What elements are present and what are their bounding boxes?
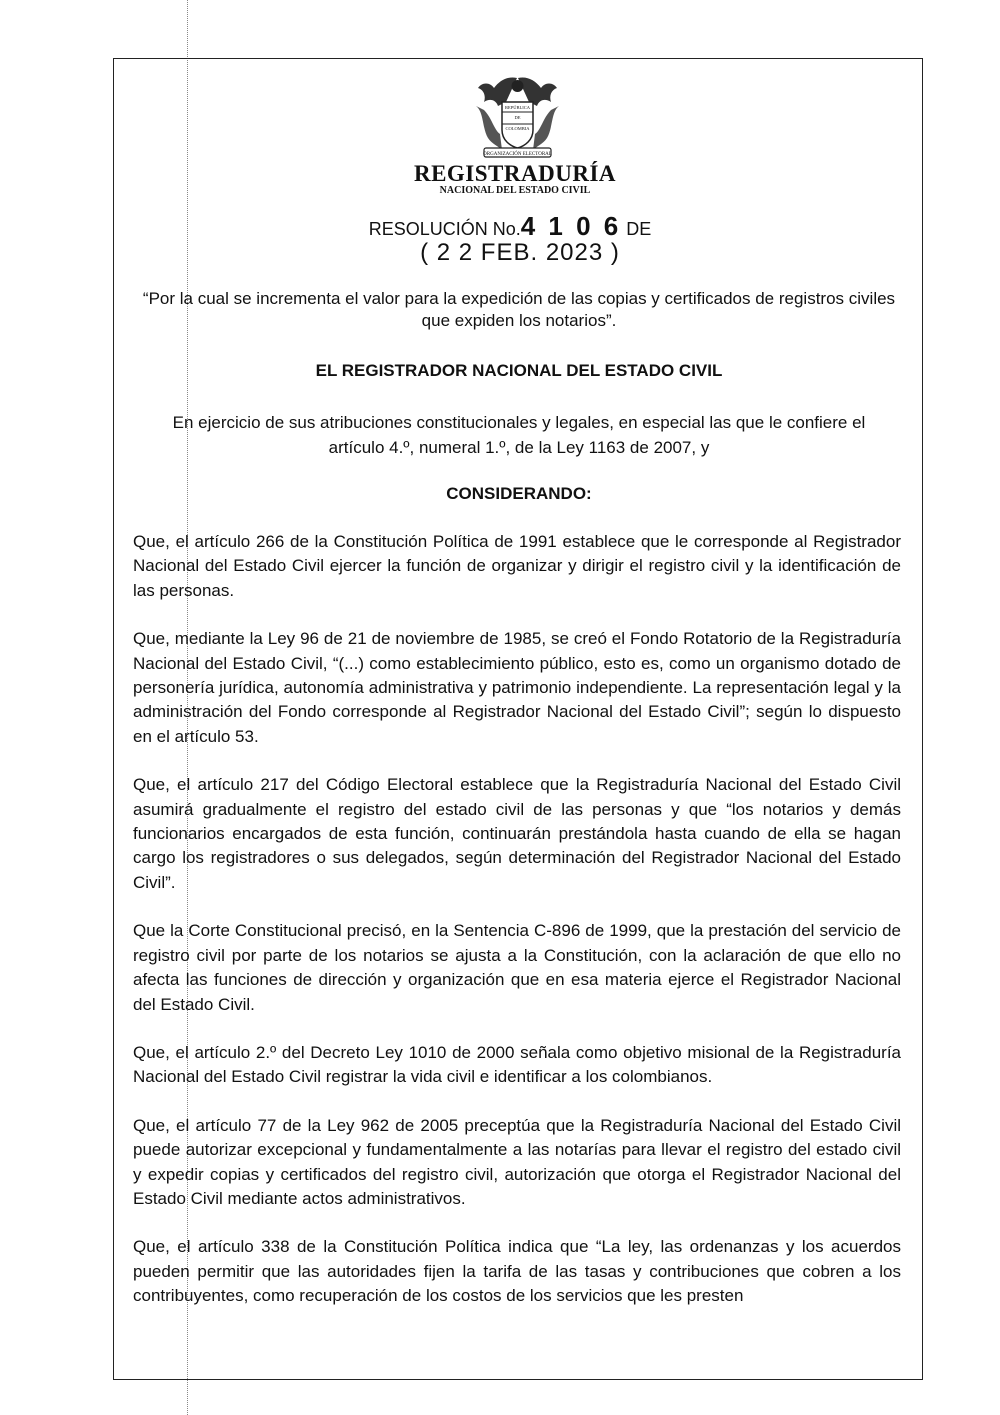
considering-paragraph: Que, el artículo 217 del Código Electoral establece que la Registraduría Nacional del Estado Civil asumirá gradualmente el registro del estado civil de las personas y que “los notarios y demás funcionarios encargados de esta función, continuarán prestándola hasta cuando de ella se hagan cargo los registradores o sus delegados, según determinación del Registrador Nacional del Estado Civil”. xyxy=(133,775,901,892)
considering-paragraph: Que, el artículo 266 de la Constitución Política de 1991 establece que le corresponde al Registrador Nacional del Estado Civil ejercer la función de organizar y dirigir el registro civil y la identificación de las personas. xyxy=(133,532,901,600)
considering-paragraph: Que, mediante la Ley 96 de 21 de noviembre de 1985, se creó el Fondo Rotatorio de la Registraduría Nacional del Estado Civil, “(...) como establecimiento público, esto es, como un organismo dotado de personería jurídica, autonomía administrativa y patrimonio independiente. La representación legal y la administración del Fondo corresponde al Registrador Nacional del Estado Civil”; según lo dispuesto en el artículo 53. xyxy=(133,629,901,746)
resolution-label: RESOLUCIÓN No. xyxy=(368,219,521,239)
coat-of-arms-seal-icon xyxy=(470,72,565,164)
considering-paragraph: Que la Corte Constitucional precisó, en la Sentencia C-896 de 1999, que la prestación del servicio de registro civil por parte de los notarios se ajusta a la Constitución, con la aclaración de que ello no afecta las funciones de dirección y organización que en esa materia ejerce el Registrador Nacional del Estado Civil. xyxy=(133,921,901,1014)
brand-title: REGISTRADURÍA xyxy=(413,161,617,186)
svg-text:DE: DE xyxy=(514,115,521,120)
preamble-paragraph: En ejercicio de sus atribuciones constitucionales y legales, en especial las que le confiere el artículo 4.º, numeral 1.º, de la Ley 1163 de 2007, y xyxy=(172,413,866,457)
considering-paragraph: Que, el artículo 338 de la Constitución Política indica que “La ley, las ordenanzas y los acuerdos pueden permitir que las autoridades fijen la tarifa de las tasas y contribuciones que cobren a los contribuyentes, como recuperación de los costos de los servicios que les presten xyxy=(133,1237,901,1306)
svg-text:REPÚBLICA: REPÚBLICA xyxy=(504,105,531,110)
considering-paragraph: Que, el artículo 2.º del Decreto Ley 1010 de 2000 señala como objetivo misional de la Registraduría Nacional del Estado Civil registrar la vida civil e identificar a los colombianos. xyxy=(133,1042,901,1087)
considering-paragraph: Que, el artículo 77 de la Ley 962 de 2005 preceptúa que la Registraduría Nacional del Estado Civil puede autorizar excepcional y fundamentalmente a las notarías para llevar el registro del estado civil y expedir copias y certificados del registro civil, autorización que otorga el Registrador Nacional del Estado Civil mediante actos administrativos. xyxy=(133,1115,901,1208)
resolution-number-line xyxy=(300,211,720,241)
resolution-date-stamp: ( 2 2 FEB. 2023 ) xyxy=(420,239,620,266)
issuing-authority-heading: EL REGISTRADOR NACIONAL DEL ESTADO CIVIL xyxy=(315,361,723,380)
resolution-subject: “Por la cual se incrementa el valor para la expedición de las copias y certificados de registros civiles que expiden los notarios”. xyxy=(142,289,896,330)
considering-heading: CONSIDERANDO: xyxy=(446,484,592,503)
resolution-suffix: DE xyxy=(626,219,652,239)
svg-text:COLOMBIA: COLOMBIA xyxy=(505,126,530,131)
considering-body xyxy=(133,530,901,1333)
svg-text:ORGANIZACIÓN ELECTORAL: ORGANIZACIÓN ELECTORAL xyxy=(483,152,552,157)
resolution-number: 4 1 0 6 xyxy=(520,211,622,241)
brand-subtitle: NACIONAL DEL ESTADO CIVIL xyxy=(439,185,591,196)
